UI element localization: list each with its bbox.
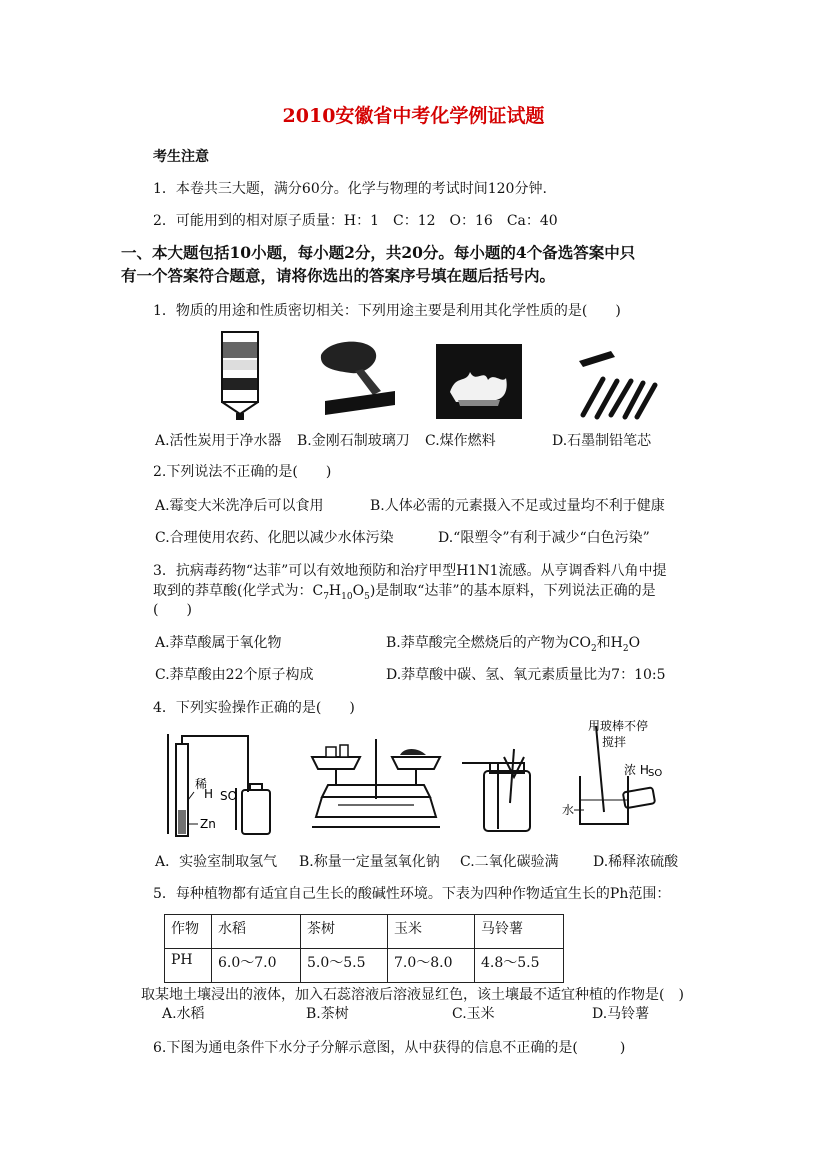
- q1-option-c: C.煤作燃料: [425, 433, 496, 449]
- q3-option-c: C.莽草酸由22个原子构成: [155, 667, 314, 683]
- water-purifier-figure: [215, 330, 265, 422]
- notice-heading: 考生注意: [153, 149, 209, 165]
- balance-figure: [308, 735, 446, 835]
- q4-option-d: D.稀释浓硫酸: [593, 854, 679, 870]
- glass-cutter-figure: [315, 335, 397, 421]
- fig-d-label-stir2: 搅拌: [602, 735, 627, 749]
- dilute-acid-figure: [560, 716, 668, 830]
- table-cell: 茶树: [301, 915, 388, 949]
- q3-stem-line1: 3．抗病毒药物“达菲”可以有效地预防和治疗甲型H1N1流感。从亨调香料八角中提: [153, 563, 667, 579]
- fig-d-label-acid-h: 浓 H: [624, 763, 649, 777]
- pencil-lead-figure: [575, 345, 665, 425]
- q2-option-b: B.人体必需的元素摄入不足或过量均不利于健康: [370, 498, 665, 514]
- hydrogen-apparatus-figure: [160, 730, 280, 838]
- exam-title: 2010安徽省中考化学例证试题: [282, 105, 545, 127]
- q2-option-a: A.霉变大米洗净后可以食用: [155, 498, 324, 514]
- q2-option-d: D.“限塑令”有利于减少“白色污染”: [438, 530, 650, 546]
- table-cell: 玉米: [388, 915, 475, 949]
- table-cell: 6.0～7.0: [212, 949, 301, 983]
- fig-a-label-zn: Zn: [200, 817, 216, 831]
- fig-d-label-acid-so: SO: [648, 768, 663, 779]
- table-row: [165, 949, 564, 983]
- fig-a-label-h: H: [204, 787, 214, 801]
- q3-option-a: A.莽草酸属于氧化物: [155, 635, 282, 651]
- coal-burning-figure: [436, 344, 522, 419]
- table-cell: 5.0～5.5: [301, 949, 388, 983]
- fig-a-label-dilute: 稀: [195, 777, 208, 791]
- table-cell: 4.8～5.5: [475, 949, 564, 983]
- q2-option-c: C.合理使用农药、化肥以减少水体污染: [155, 530, 394, 546]
- q4-option-b: B.称量一定量氢氧化钠: [299, 854, 440, 870]
- table-cell: 马铃薯: [475, 915, 564, 949]
- table-cell: 水稻: [212, 915, 301, 949]
- q5-option-c: C.玉米: [452, 1006, 495, 1022]
- co2-test-figure: [458, 745, 538, 833]
- table-cell: 7.0～8.0: [388, 949, 475, 983]
- q5-option-b: B.茶树: [306, 1006, 349, 1022]
- table-cell: PH: [165, 949, 212, 983]
- q3-option-b: B.莽草酸完全燃烧后的产物为$CO_2$和$H_2O$: [386, 635, 641, 654]
- q5-after-table: 取某地土壤浸出的液体，加入石蕊溶液后溶液显红色，该土壤最不适宜种植的作物是( ): [141, 987, 684, 1003]
- q1-option-b: B.金刚石制玻璃刀: [297, 433, 410, 449]
- fig-d-label-water: 水: [562, 803, 575, 817]
- q5-option-d: D.马铃薯: [592, 1006, 650, 1022]
- notice-item-1: 1．本卷共三大题，满分60分。化学与物理的考试时间120分钟.: [153, 181, 547, 197]
- fig-d-label-stir1: 用玻棒不停: [588, 719, 649, 733]
- q3-stem-line3: ( ): [153, 602, 192, 618]
- q4-option-c: C.二氧化碳验满: [460, 854, 559, 870]
- q4-stem: 4．下列实验操作正确的是( ): [153, 700, 355, 716]
- fig-a-label-so: SO: [220, 789, 238, 803]
- q1-option-a: A.活性炭用于净水器: [155, 433, 282, 449]
- q3-stem-line2: 取到的莽草酸(化学式为：$C_7H_{10}O_5$)是制取“达菲”的基本原料，下列说法正确的是: [153, 583, 656, 602]
- q2-stem: 2.下列说法不正确的是( ): [153, 464, 332, 480]
- q5-stem: 5．每种植物都有适宜自己生长的酸碱性环境。下表为四种作物适宜生长的Ph范围：: [153, 886, 671, 902]
- q3-option-d: D.莽草酸中碳、氢、氧元素质量比为7：10:5: [386, 667, 666, 683]
- notice-item-2: 2．可能用到的相对原子质量：H：1 C：12 O：16 Ca：40: [153, 213, 558, 229]
- q5-option-a: A.水稻: [162, 1006, 205, 1022]
- q1-option-d: D.石墨制铅笔芯: [552, 433, 652, 449]
- table-row: [165, 915, 564, 949]
- section1-line1: 一、本大题包括10小题，每小题2分，共20分。每小题的4个备选答案中只: [121, 243, 636, 262]
- q1-stem: 1．物质的用途和性质密切相关：下列用途主要是利用其化学性质的是( ): [153, 303, 621, 319]
- section1-line2: 有一个答案符合题意，请将你选出的答案序号填在题后括号内。: [121, 266, 556, 285]
- q4-option-a: A．实验室制取氢气: [155, 854, 278, 870]
- table-cell: 作物: [165, 915, 212, 949]
- q6-stem: 6.下图为通电条件下水分子分解示意图，从中获得的信息不正确的是( ): [153, 1040, 626, 1056]
- ph-range-table: [164, 914, 564, 983]
